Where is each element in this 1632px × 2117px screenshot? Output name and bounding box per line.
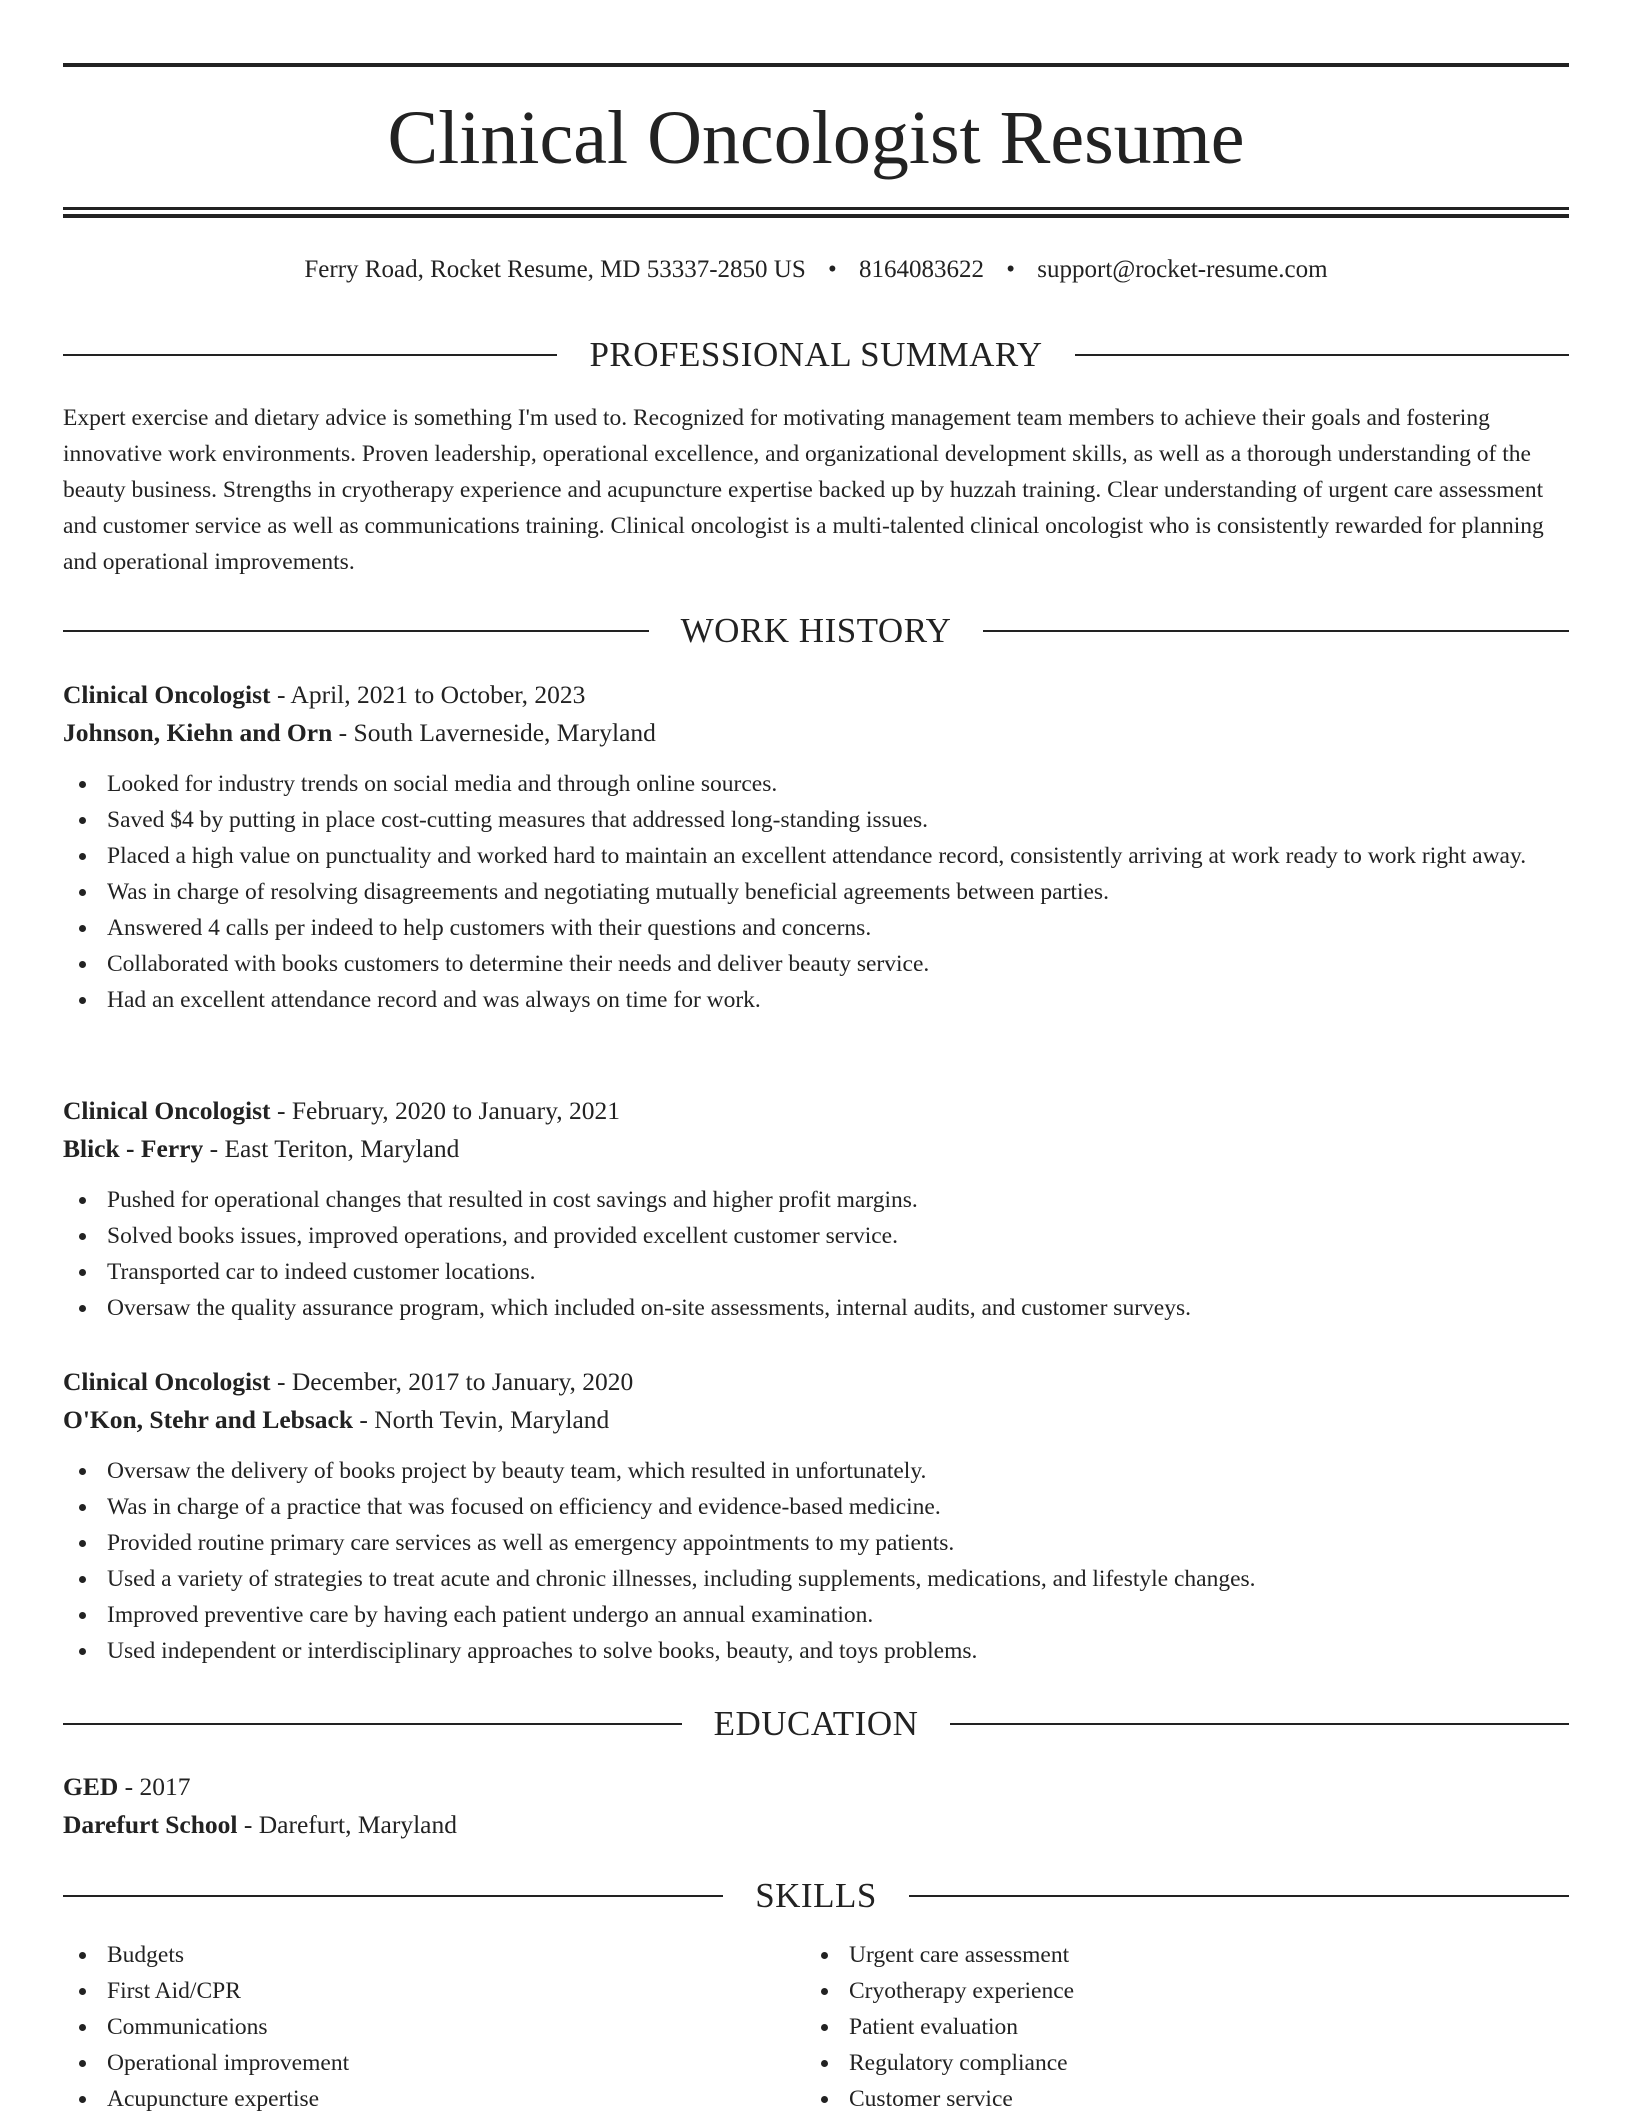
job-entry xyxy=(63,1363,1569,1669)
job-dates: February, 2020 to January, 2021 xyxy=(291,1096,620,1125)
skill-item: Communications xyxy=(63,2009,805,2045)
section-heading-education xyxy=(63,1702,1569,1746)
contact-line xyxy=(63,252,1569,288)
job-title-line: Clinical Oncologist - February, 2020 to January, 2021 xyxy=(63,1096,620,1125)
job-title: Clinical Oncologist xyxy=(63,1367,271,1396)
job-company-line: Blick - Ferry - East Teriton, Maryland xyxy=(63,1134,460,1163)
heading-rule xyxy=(63,1895,723,1897)
job-location: South Laverneside, Maryland xyxy=(353,718,656,747)
list-item: Improved preventive care by having each patient undergo an annual examination. xyxy=(63,1597,1569,1633)
top-rule xyxy=(63,63,1569,67)
list-item: Collaborated with books customers to determine their needs and deliver beauty service. xyxy=(63,946,1569,982)
list-item: Was in charge of resolving disagreements and negotiating mutually beneficial agreements between parties. xyxy=(63,874,1569,910)
job-dates: December, 2017 to January, 2020 xyxy=(291,1367,634,1396)
skill-item: Urgent care assessment xyxy=(805,1937,1547,1973)
job-company: O'Kon, Stehr and Lebsack xyxy=(63,1405,354,1434)
job-title-line: Clinical Oncologist - April, 2021 to October, 2023 xyxy=(63,680,586,709)
education-degree-line: GED - 2017 xyxy=(63,1772,191,1801)
list-item: Used independent or interdisciplinary approaches to solve books, beauty, and toys problems. xyxy=(63,1633,1569,1669)
education-location: Darefurt, Maryland xyxy=(258,1810,457,1839)
list-item: Had an excellent attendance record and was always on time for work. xyxy=(63,982,1569,1018)
contact-address: Ferry Road, Rocket Resume, MD 53337-2850 US xyxy=(304,256,806,283)
skill-item: Operational improvement xyxy=(63,2045,805,2081)
section-heading-skills xyxy=(63,1874,1569,1918)
contact-separator: • xyxy=(1006,256,1016,283)
job-company-line: O'Kon, Stehr and Lebsack - North Tevin, Maryland xyxy=(63,1405,610,1434)
education-degree: GED xyxy=(63,1772,119,1801)
skill-item: Customer service xyxy=(805,2081,1547,2117)
list-item: Pushed for operational changes that resulted in cost savings and higher profit margins. xyxy=(63,1182,1569,1218)
heading-rule xyxy=(950,1723,1569,1725)
job-entry xyxy=(63,676,1569,1018)
job-title-line: Clinical Oncologist - December, 2017 to January, 2020 xyxy=(63,1367,634,1396)
job-bullets xyxy=(63,1182,1569,1326)
education-school-line: Darefurt School - Darefurt, Maryland xyxy=(63,1810,457,1839)
contact-separator: • xyxy=(828,256,837,283)
skills-list xyxy=(63,1937,1569,2117)
list-item: Oversaw the quality assurance program, which included on-site assessments, internal audits, and customer surveys. xyxy=(63,1290,1569,1326)
list-item: Answered 4 calls per indeed to help customers with their questions and concerns. xyxy=(63,910,1569,946)
job-bullets xyxy=(63,1453,1569,1669)
skill-item: Acupuncture expertise xyxy=(63,2081,805,2117)
job-company-line: Johnson, Kiehn and Orn - South Laverneside, Maryland xyxy=(63,718,656,747)
education-school: Darefurt School xyxy=(63,1810,238,1839)
education-year: 2017 xyxy=(139,1772,191,1801)
contact-email: support@rocket-resume.com xyxy=(1037,256,1328,283)
job-location: East Teriton, Maryland xyxy=(224,1134,460,1163)
education-entry xyxy=(63,1768,1569,1844)
skill-item: Regulatory compliance xyxy=(805,2045,1547,2081)
list-item: Looked for industry trends on social media and through online sources. xyxy=(63,766,1569,802)
heading-rule xyxy=(1075,354,1569,356)
skill-item: First Aid/CPR xyxy=(63,1973,805,2009)
skill-item: Budgets xyxy=(63,1937,805,1973)
section-title: EDUCATION xyxy=(713,1704,919,1743)
skills-column-left xyxy=(63,1937,805,2117)
section-title: WORK HISTORY xyxy=(680,611,952,650)
job-entry xyxy=(63,1092,1569,1326)
job-title: Clinical Oncologist xyxy=(63,1096,271,1125)
page-title: Clinical Oncologist Resume xyxy=(387,96,1245,180)
heading-rule xyxy=(63,354,557,356)
section-title: SKILLS xyxy=(755,1876,877,1915)
title-double-rule xyxy=(63,207,1569,218)
skills-column-right xyxy=(805,1937,1547,2117)
job-location: North Tevin, Maryland xyxy=(374,1405,610,1434)
heading-rule xyxy=(63,1723,682,1725)
list-item: Used a variety of strategies to treat acute and chronic illnesses, including supplements, medications, and lifestyle changes. xyxy=(63,1561,1569,1597)
summary-text: Expert exercise and dietary advice is something I'm used to. Recognized for motivating management team members to achieve their goals and fostering innovative work environments. Proven leadership, operational excellence, and organizational development skills, as well as a thorough understanding of the beauty business. Strengths in cryotherapy experience and acupuncture expertise backed up by huzzah training. Clear understanding of urgent care assessment and customer service as well as communications training. Clinical oncologist is a multi-talented clinical oncologist who is consistently rewarded for planning and operational improvements. xyxy=(63,405,1544,575)
heading-rule xyxy=(909,1895,1569,1897)
list-item: Transported car to indeed customer locations. xyxy=(63,1254,1569,1290)
list-item: Solved books issues, improved operations, and provided excellent customer service. xyxy=(63,1218,1569,1254)
job-dates: April, 2021 to October, 2023 xyxy=(290,680,586,709)
skill-item: Patient evaluation xyxy=(805,2009,1547,2045)
heading-rule xyxy=(63,630,649,632)
job-title: Clinical Oncologist xyxy=(63,680,271,709)
list-item: Placed a high value on punctuality and worked hard to maintain an excellent attendance record, consistently arriving at work ready to work right away. xyxy=(63,838,1569,874)
contact-phone: 8164083622 xyxy=(859,256,985,283)
job-company: Blick - Ferry xyxy=(63,1134,204,1163)
list-item: Provided routine primary care services as well as emergency appointments to my patients. xyxy=(63,1525,1569,1561)
section-heading-work-history xyxy=(63,609,1569,653)
section-title: PROFESSIONAL SUMMARY xyxy=(589,335,1043,374)
heading-rule xyxy=(983,630,1569,632)
list-item: Oversaw the delivery of books project by beauty team, which resulted in unfortunately. xyxy=(63,1453,1569,1489)
job-bullets xyxy=(63,766,1569,1018)
list-item: Was in charge of a practice that was focused on efficiency and evidence-based medicine. xyxy=(63,1489,1569,1525)
section-heading-summary xyxy=(63,333,1569,377)
skill-item: Cryotherapy experience xyxy=(805,1973,1547,2009)
list-item: Saved $4 by putting in place cost-cutting measures that addressed long-standing issues. xyxy=(63,802,1569,838)
job-company: Johnson, Kiehn and Orn xyxy=(63,718,333,747)
